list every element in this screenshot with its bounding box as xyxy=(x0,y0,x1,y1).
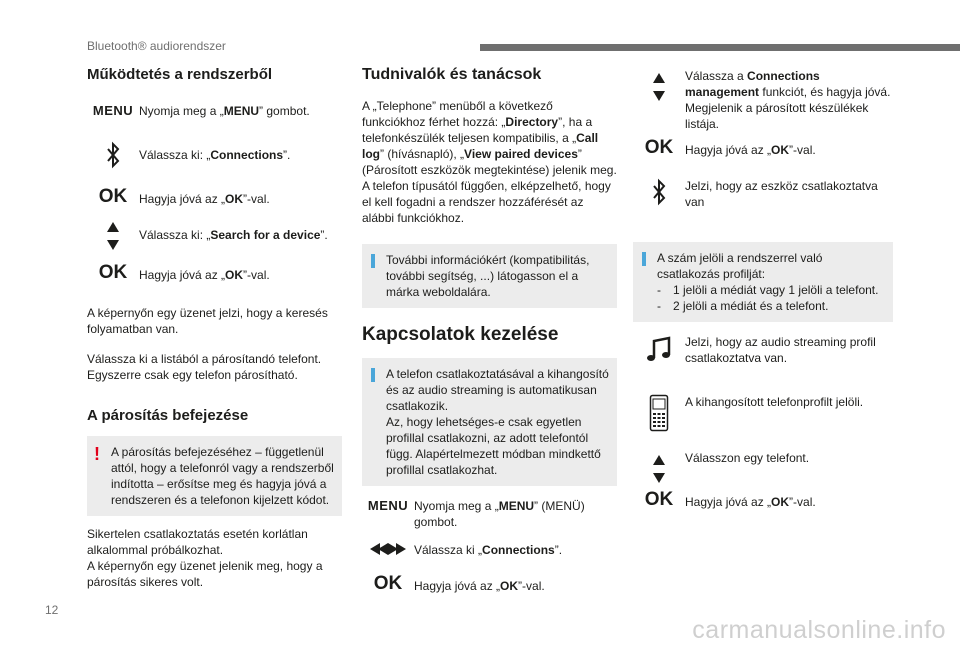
step-connections: Válassza ki: „Connections”. xyxy=(87,141,342,169)
section-heading: Kapcsolatok kezelése xyxy=(362,324,559,345)
step-menu: MENU Nyomja meg a „MENU” gombot. xyxy=(87,103,342,119)
ok-button-icon: OK xyxy=(98,262,128,283)
step-handsfree-profile: A kihangosított telefonprofilt jelöli. xyxy=(633,394,893,432)
paragraph: A „Telephone” menüből a következő funkciókhoz férhet hozzá: „Directory”, ha a telefonkészülék teljesen kompatibilis, a „Call log” (hívásnapló), „View paired devices” (Párosított eszközök megtekintése) jelenik meg. A telefon típusától függően, elképzelhető, hogy el kell fogadni a rendszer hozzáférését az alábbi funkciókhoz. xyxy=(362,99,617,225)
step-ok: OK Hagyja jóvá az „OK”-val. xyxy=(633,140,893,158)
step-search-device: Válassza ki: „Search for a device”. xyxy=(87,221,342,251)
watermark: carmanualsonline.info xyxy=(692,616,946,644)
header-bar xyxy=(480,44,960,51)
bluetooth-icon xyxy=(87,141,139,169)
info-marker-icon xyxy=(371,254,375,268)
ok-button-icon: OK xyxy=(644,137,674,158)
warning-box: ! A párosítás befejezéséhez – függetlenül attól, hogy a telefonról vagy a rendszerből indította – erősítse meg és hagyja jóvá a rendszeren és a telefonon kijelzett kódot. xyxy=(87,436,342,516)
header-label: Bluetooth® audiorendszer xyxy=(87,39,226,53)
music-note-icon xyxy=(633,334,685,364)
step-ok: OK Hagyja jóvá az „OK”-val. xyxy=(87,265,342,283)
menu-button-icon: MENU xyxy=(92,103,134,118)
step-select-phone: Válasszon egy telefont. xyxy=(633,450,893,484)
step-connections: Válassza ki „Connections”. xyxy=(362,542,617,558)
left-right-arrows-icon xyxy=(362,542,414,556)
section-heading: Tudnivalók és tanácsok xyxy=(362,66,542,83)
section-heading: Működtetés a rendszerből xyxy=(87,66,273,83)
section-heading: A párosítás befejezése xyxy=(87,407,249,424)
ok-button-icon: OK xyxy=(98,186,128,207)
info-box: További információkért (kompatibilitás, további segítség, ...) látogasson el a márka weboldalára. xyxy=(362,244,617,308)
menu-button-icon: MENU xyxy=(367,498,409,513)
info-box: A szám jelöli a rendszerrel való csatlakozás profilját: - 1 jelöli a médiát vagy 1 jelöli a telefont. - 2 jelöli a médiát és a telefont. xyxy=(633,242,893,322)
info-marker-icon xyxy=(371,368,375,382)
column-3 xyxy=(633,66,893,510)
bluetooth-icon xyxy=(633,178,685,206)
up-down-arrows-icon xyxy=(633,68,685,102)
mobile-phone-icon xyxy=(633,394,685,432)
list-item: - 2 jelöli a médiát és a telefont. xyxy=(657,299,829,313)
paragraph: Sikertelen csatlakoztatás esetén korlátlan alkalommal próbálkozhat. A képernyőn egy üzenet jelenik meg, hogy a párosítás sikeres volt. xyxy=(87,527,323,589)
step-ok: OK Hagyja jóvá az „OK”-val. xyxy=(633,492,893,510)
step-ok: OK Hagyja jóvá az „OK”-val. xyxy=(87,189,342,207)
step-device-connected: Jelzi, hogy az eszköz csatlakoztatva van xyxy=(633,178,893,210)
warning-exclamation-icon: ! xyxy=(94,444,100,464)
paragraph: Válassza ki a listából a párosítandó telefont. Egyszerre csak egy telefon párosítható. xyxy=(87,352,322,382)
page-number: 12 xyxy=(45,603,59,617)
column-1 xyxy=(87,66,342,590)
info-marker-icon xyxy=(642,252,646,266)
up-down-arrows-icon xyxy=(87,221,139,251)
step-ok: OK Hagyja jóvá az „OK”-val. xyxy=(362,576,617,594)
ok-button-icon: OK xyxy=(644,489,674,510)
ok-button-icon: OK xyxy=(373,573,403,594)
column-2 xyxy=(362,66,617,594)
step-menu: MENU Nyomja meg a „MENU” (MENÜ) gombot. xyxy=(362,498,617,530)
up-down-arrows-icon xyxy=(633,450,685,484)
list-item: - 1 jelöli a médiát vagy 1 jelöli a telefont. xyxy=(657,283,879,297)
step-connections-management: Válassza a Connections management funkciót, és hagyja jóvá. Megjelenik a párosított készülékek listája. xyxy=(633,68,893,132)
paragraph: A képernyőn egy üzenet jelzi, hogy a keresés folyamatban van. xyxy=(87,306,328,336)
step-audio-streaming: Jelzi, hogy az audio streaming profil csatlakoztatva van. xyxy=(633,334,893,366)
info-box: A telefon csatlakoztatásával a kihangosító és az audio streaming is automatikusan csatlakozik. Az, hogy lehetséges-e csak egyetlen profillal csatlakozni, az adott telefontól függ. Alapértelmezett módban mindkettő profillal csatlakozhat. xyxy=(362,358,617,486)
